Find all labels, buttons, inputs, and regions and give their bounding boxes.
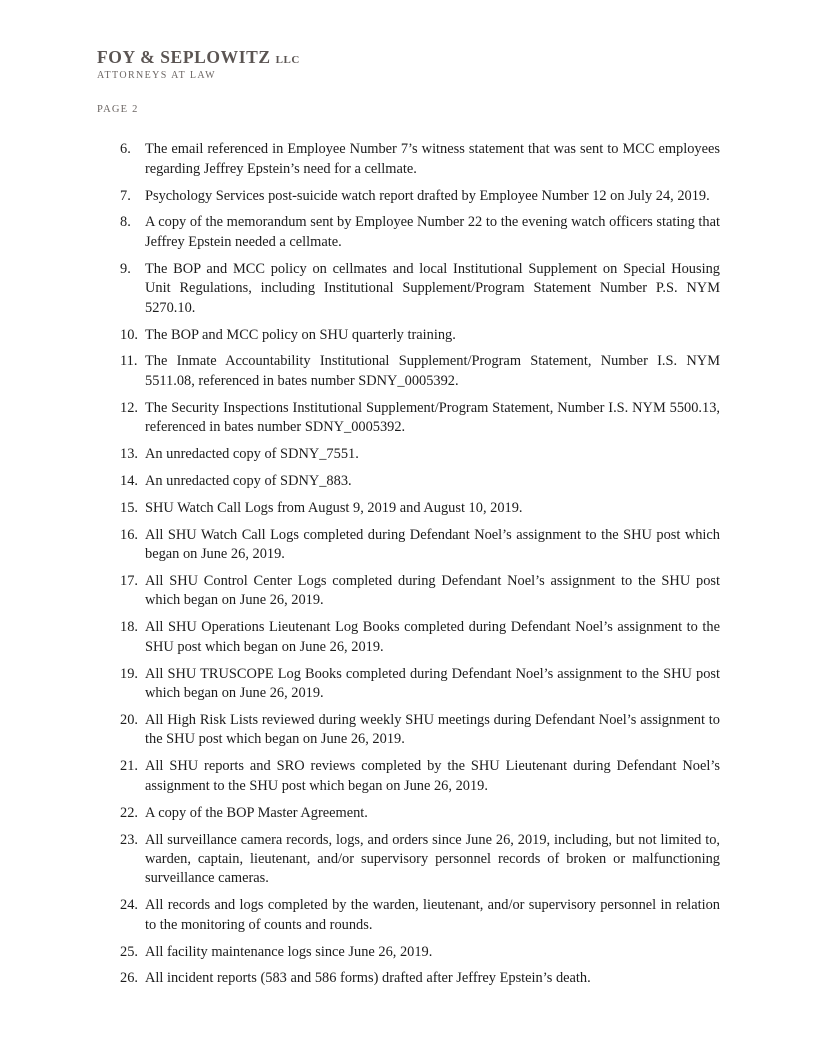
list-item [120, 711, 720, 750]
firm-tagline: ATTORNEYS AT LAW [97, 70, 217, 82]
list-item-text: An unredacted copy of SDNY_883. [145, 472, 352, 489]
list-item-number: 19. [120, 665, 138, 682]
list-item-number: 26. [120, 970, 138, 987]
list-item-number: 15. [120, 499, 138, 516]
list-item [120, 757, 720, 796]
list-item-number: 13. [120, 446, 138, 463]
list-item-text: All records and logs completed by the warden, lieutenant, and/or supervisory personnel in relation to the monitoring of counts and rounds. [145, 897, 720, 933]
list-item [120, 804, 720, 823]
list-item [120, 326, 720, 345]
list-item [120, 472, 720, 491]
list-item-number: 22. [120, 804, 138, 821]
list-item [120, 187, 720, 206]
list-item-text: A copy of the memorandum sent by Employee Number 22 to the evening watch officers stating that Jeffrey Epstein needed a cellmate. [145, 214, 720, 250]
list-item-text: All High Risk Lists reviewed during weekly SHU meetings during Defendant Noel’s assignment to the SHU post which began on June 26, 2019. [145, 712, 720, 748]
list-item [120, 943, 720, 962]
page-number-label: PAGE 2 [97, 104, 139, 116]
list-item-text: The email referenced in Employee Number 7’s witness statement that was sent to MCC employees regarding Jeffrey Epstein’s need for a cellmate. [145, 141, 720, 177]
list-item-text: The BOP and MCC policy on SHU quarterly training. [145, 326, 456, 343]
list-item-text: A copy of the BOP Master Agreement. [145, 804, 368, 821]
list-item-number: 21. [120, 758, 138, 775]
list-item-number: 23. [120, 831, 138, 848]
list-item-number: 24. [120, 897, 138, 914]
list-item-number: 14. [120, 472, 138, 489]
firm-suffix: LLC [275, 54, 300, 66]
list-item [120, 526, 720, 565]
list-item-number: 7. [120, 187, 131, 204]
list-item [120, 831, 720, 889]
list-item-text: All surveillance camera records, logs, and orders since June 26, 2019, including, but not limited to, warden, captain, lieutenant, and/or supervisory personnel records of broken or malfunctioning surveillance cameras. [145, 831, 720, 887]
list-item-text: All SHU Watch Call Logs completed during Defendant Noel’s assignment to the SHU post which began on June 26, 2019. [145, 526, 720, 563]
list-item [120, 665, 720, 704]
list-item-number: 6. [120, 141, 131, 158]
list-item-text: All SHU TRUSCOPE Log Books completed during Defendant Noel’s assignment to the SHU post which began on June 26, 2019. [145, 665, 720, 702]
list-item-text: All SHU reports and SRO reviews completed by the SHU Lieutenant during Defendant Noel’s assignment to the SHU post which began on June 26, 2019. [145, 758, 720, 794]
list-item-number: 20. [120, 712, 138, 728]
list-item [120, 572, 720, 611]
firm-name: FOY & SEPLOWITZ [97, 47, 271, 67]
list-item-number: 9. [120, 260, 131, 277]
list-item [120, 499, 720, 518]
list-item-text: An unredacted copy of SDNY_7551. [145, 446, 359, 463]
list-item-text: All SHU Control Center Logs completed during Defendant Noel’s assignment to the SHU post which began on June 26, 2019. [145, 573, 720, 609]
letterhead [97, 48, 720, 115]
list-item-text: The Security Inspections Institutional Supplement/Program Statement, Number I.S. NYM 5500.13, referenced in bates number SDNY_0005392. [145, 399, 720, 436]
firm-name-line [97, 48, 720, 67]
list-item [120, 896, 720, 935]
list-item-text: SHU Watch Call Logs from August 9, 2019 and August 10, 2019. [145, 499, 523, 516]
list-item-text: Psychology Services post-suicide watch report drafted by Employee Number 12 on July 24, 2019. [145, 187, 710, 204]
list-item-number: 10. [120, 326, 138, 343]
list-item-text: The BOP and MCC policy on cellmates and local Institutional Supplement on Special Housing Unit Regulations, including Institutional Supplement/Program Statement Number P.S. NYM 5270.10. [145, 260, 720, 316]
list-item-text: All incident reports (583 and 586 forms) drafted after Jeffrey Epstein’s death. [145, 970, 591, 987]
list-item-number: 18. [120, 619, 138, 636]
list-item-number: 25. [120, 943, 138, 960]
list-item [120, 140, 720, 179]
list-item-number: 11. [120, 353, 138, 370]
list-item-number: 16. [120, 526, 138, 543]
list-item-number: 12. [120, 399, 138, 416]
list-item [120, 260, 720, 318]
list-item [120, 445, 720, 464]
list-item [120, 213, 720, 252]
list-item-text: The Inmate Accountability Institutional Supplement/Program Statement, Number I.S. NYM 5511.08, referenced in bates number SDNY_0005392. [145, 353, 720, 389]
list-item-text: All facility maintenance logs since June 26, 2019. [145, 943, 433, 960]
list-item [120, 399, 720, 438]
list-item-text: All SHU Operations Lieutenant Log Books completed during Defendant Noel’s assignment to the SHU post which began on June 26, 2019. [145, 619, 720, 655]
list-item [120, 618, 720, 657]
list-item [120, 969, 720, 988]
list-item-number: 17. [120, 573, 138, 590]
list-item-number: 8. [120, 214, 131, 231]
list-item [120, 352, 720, 391]
request-list [97, 140, 720, 989]
